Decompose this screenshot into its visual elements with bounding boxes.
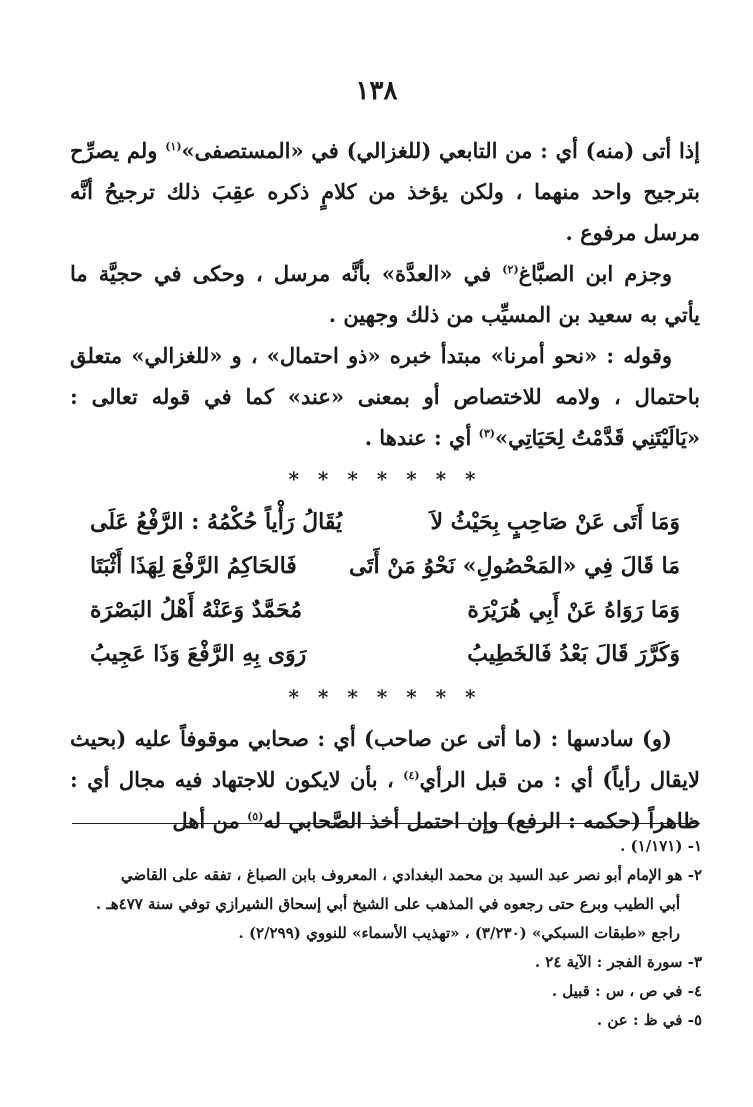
footnote-text: سورة الفجر : الآية ٢٤ .	[534, 953, 683, 971]
paragraph-1	[70, 130, 700, 253]
paragraph-3-rest: أي : عندها .	[364, 425, 479, 450]
paragraph-2-rest: في «العدَّة» بأنَّه مرسل ، وحكى في حجيَّة ما يأتي به سعيد بن المسيِّب من ذلك وجهين .	[70, 261, 700, 327]
footnote-1	[70, 832, 702, 861]
footnote-text: في ص ، س : قبيل .	[551, 982, 683, 1000]
footnote-text: (١/١٧١) .	[620, 837, 683, 855]
footnote-2-continuation: أبي الطيب وبرع حتى رجعوه في المذهب على الشيخ أبي إسحاق الشيرازي توفي سنة ٤٧٧هـ .	[95, 895, 680, 913]
footnotes	[70, 832, 702, 1035]
footnote-ref-1: (١)	[165, 140, 182, 153]
verse-hemistich-right: وَكَرَّرَ قَالَ بَعْدُ فَالخَطِيبُ	[467, 641, 680, 667]
paragraph-4-mid: ، بأن لايكون للاجتهاد فيه مجال أي : ظاهراً (حكمه : الرفع) وإن احتمل أخذ الصَّحابي له	[70, 767, 700, 833]
paragraph-1-text-end: ولم يصرِّح بترجيح واحد منهما ، ولكن يؤخذ من كلامٍ ذكره عقِبَ ذلك ترجيحُ أنَّه مرسل مرفوع .	[70, 138, 700, 245]
paragraph-4-start: (و) سادسها : (ما أتى عن صاحب) أي : صحابي موقوفاً عليه (بحيث لايقال رأياً) أي : من قبل الرأي	[70, 726, 701, 792]
footnote-ref-3: (٣)	[478, 427, 495, 440]
footnote-number: ١-	[687, 837, 702, 855]
footnote-ref-4: (٤)	[403, 769, 420, 782]
paragraph-1-text: إذا أتى (منه) أي : من التابعي (للغزالي) في «المستصفى»	[181, 138, 700, 163]
footnote-number: ٥-	[687, 1011, 702, 1029]
footnote-number: ٣-	[687, 953, 702, 971]
footnote-divider	[72, 823, 700, 824]
footnote-2-reference: راجع «طبقات السبكي» (٣/٢٣٠) ، «تهذيب الأسماء» للنووي (٢/٢٩٩) .	[238, 924, 680, 942]
footnote-2	[70, 861, 702, 890]
verse-hemistich-left: رَوَى بِهِ الرَّفْعَ وَذَا عَجِيبُ	[90, 641, 307, 667]
verse-row	[70, 500, 700, 544]
footnote-5	[70, 1006, 702, 1035]
verse-row	[70, 588, 700, 632]
footnote-4	[70, 977, 702, 1006]
poem-verses	[70, 500, 700, 676]
footnote-ref-2: (٢)	[502, 263, 519, 276]
footnote-number: ٤-	[687, 982, 702, 1000]
main-text	[70, 130, 700, 841]
paragraph-4-end: من أهل	[172, 808, 248, 833]
verse-hemistich-right: مَا قَالَ فِي «المَحْصُولِ» نَحْوُ مَنْ أَتَى	[349, 553, 680, 579]
footnote-number: ٢-	[687, 866, 702, 884]
paragraph-2-start: وجزم ابن الصبَّاغ	[518, 261, 672, 286]
paragraph-2	[70, 253, 700, 335]
separator-bottom: * * * * * * *	[288, 685, 482, 709]
verse-hemistich-left: يُقَالُ رَأْياً حُكْمُهُ : الرَّفْعُ عَلَى	[90, 509, 343, 535]
footnote-text: هو الإمام أبو نصر عبد السيد بن محمد البغدادي ، المعروف بابن الصباغ ، تفقه على القاضي	[120, 866, 683, 884]
paragraph-3-start: وقوله : «نحو أمرنا» مبتدأ خبره «ذو احتمال» ، و «للغزالي» متعلق باحتمال ، ولامه للاختصاص أو بمعنى «عند» كما في قوله تعالى : «يَالَيْتَنِي قَدَّمْتُ لِحَيَاتِي»	[70, 343, 700, 450]
verse-hemistich-right: وَمَا أَتَى عَنْ صَاحِبٍ بِحَيْثُ لاَ	[430, 509, 680, 535]
verse-hemistich-left: مُحَمَّدٌ وَعَنْهُ أَهْلُ البَصْرَة	[90, 597, 302, 623]
footnote-3	[70, 948, 702, 977]
separator-top: * * * * * * *	[288, 467, 482, 491]
footnote-ref-5: (٥)	[247, 810, 264, 823]
page-number: ١٣٨	[355, 76, 398, 106]
footnote-text: في ظ : عن .	[596, 1011, 683, 1029]
verse-hemistich-right: وَمَا رَوَاهُ عَنْ أَبِي هُرَيْرَة	[467, 597, 680, 623]
verse-row	[70, 544, 700, 588]
verse-row	[70, 632, 700, 676]
verse-hemistich-left: فَالحَاكِمُ الرَّفْعَ لِهَذَا أَثْبَتَا	[90, 553, 297, 579]
paragraph-3	[70, 335, 700, 458]
